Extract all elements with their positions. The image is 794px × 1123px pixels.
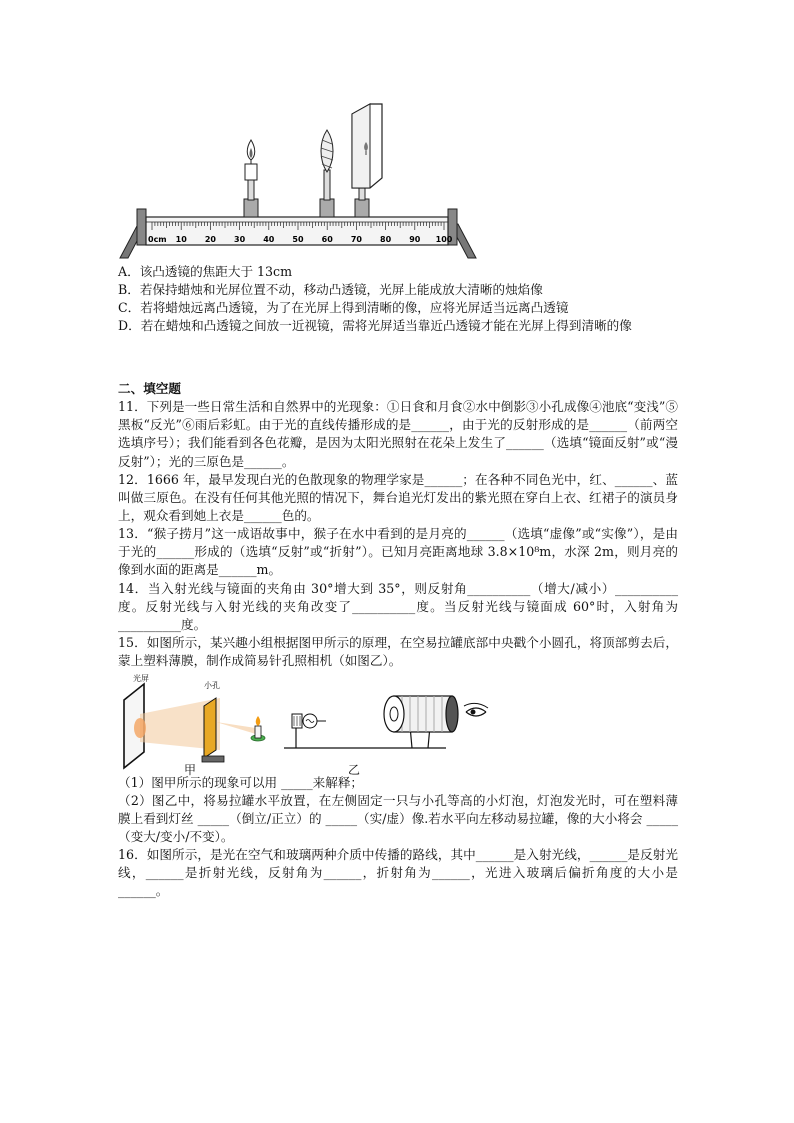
- bench-tick-label: 90: [409, 235, 421, 244]
- pinhole-camera-figure: [0, 670, 794, 780]
- bench-left-post-icon: [137, 209, 146, 245]
- caption-a: 甲: [184, 763, 197, 777]
- question-16: 16．如图所示，是光在空气和玻璃两种介质中传播的路线，其中______是入射光线，______是反射光线，______是折射光线，反射角为______，折射角为______，光进入玻璃后偏折角度的大小是______。: [118, 847, 678, 899]
- bench-tick-label: 0cm: [148, 235, 167, 244]
- hole-label: 小孔: [204, 681, 220, 690]
- can-camera-icon: [384, 696, 458, 748]
- question-15: 15．如图所示，某兴趣小组根据图甲所示的原理，在空易拉罐底部中央戳个小圆孔，将顶部剪去后，蒙上塑料薄膜，制作成简易针孔照相机（如图乙）。: [118, 635, 678, 669]
- question-14: 14．当入射光线与镜面的夹角由 30°增大到 35°，则反射角__________（增大/减小）__________度。反射光线与入射光线的夹角改变了__________度。当反射光线与镜面成 60°时，入射角为__________度。: [118, 581, 678, 633]
- pinhole-board-icon: [204, 698, 216, 758]
- question-15-part-1: （1）图甲所示的现象可以用 _____来解释；: [118, 775, 364, 790]
- bench-tick-label: 60: [321, 235, 333, 244]
- q10-option-b: B．若保持蜡烛和光屏位置不动，移动凸透镜，光屏上能成放大清晰的烛焰像: [118, 282, 543, 297]
- bench-tick-label: 50: [292, 235, 304, 244]
- bench-tick-label: 30: [234, 235, 246, 244]
- bench-tick-label: 20: [204, 235, 216, 244]
- convex-lens-icon: [320, 130, 334, 217]
- bench-tick-label: 70: [350, 235, 362, 244]
- bench-tick-label: 10: [175, 235, 187, 244]
- question-12: 12．1666 年，最早发现白光的色散现象的物理学家是______；在各种不同色光中，红、______、蓝叫做三原色。在没有任何其他光照的情况下，舞台追光灯发出的紫光照在穿白上衣、红裙子的演员身上，观众看到她上衣是______色的。: [118, 472, 678, 524]
- q10-option-c: C．若将蜡烛远离凸透镜，为了在光屏上得到清晰的像，应将光屏适当远离凸透镜: [118, 300, 569, 315]
- optical-bench-figure: [0, 0, 794, 270]
- question-13: 13．“猴子捞月”这一成语故事中，猴子在水中看到的是月亮的______（选填“虚像”或“实像”），是由于光的______形成的（选填“反射”或“折射”）。已知月亮距离地球 3.8×10⁸m，水深 2m，则月亮的像到水面的距离是______m。: [118, 526, 678, 578]
- bulb-icon: [292, 714, 326, 728]
- screen-label: 光屏: [133, 674, 149, 683]
- question-15-part-2: （2）图乙中，将易拉罐水平放置，在左侧固定一只与小孔等高的小灯泡，灯泡发光时，可在塑料薄膜上看到灯丝 _____（倒立/正立）的 _____（实/虚）像.若水平向左移动易拉罐，像的大小将会 _____（变大/变小/不变）。: [118, 793, 678, 845]
- q10-option-a: A．该凸透镜的焦距大于 13cm: [118, 264, 293, 279]
- eye-icon: [464, 703, 488, 716]
- bench-tick-label: 100: [435, 235, 453, 244]
- question-11: 11．下列是一些日常生活和自然界中的光现象：①日食和月食②水中倒影③小孔成像④池底“变浅”⑤黑板“反光”⑥雨后彩虹。由于光的直线传播形成的是______，由于光的反射形成的是______（前两空选填序号）；我们能看到各色花瓣，是因为太阳光照射在花朵上发生了______（选填“镜面反射”或“漫反射”）；光的三原色是______。: [118, 399, 678, 469]
- caption-b: 乙: [348, 763, 361, 777]
- bench-tick-label: 40: [263, 235, 275, 244]
- bench-tick-label: 80: [380, 235, 392, 244]
- section-title: 二、填空题: [118, 381, 181, 396]
- q10-option-d: D．若在蜡烛和凸透镜之间放一近视镜，需将光屏适当靠近凸透镜才能在光屏上得到清晰的像: [118, 318, 632, 333]
- light-screen-icon: [352, 104, 382, 217]
- candle-holder-icon: [244, 140, 258, 217]
